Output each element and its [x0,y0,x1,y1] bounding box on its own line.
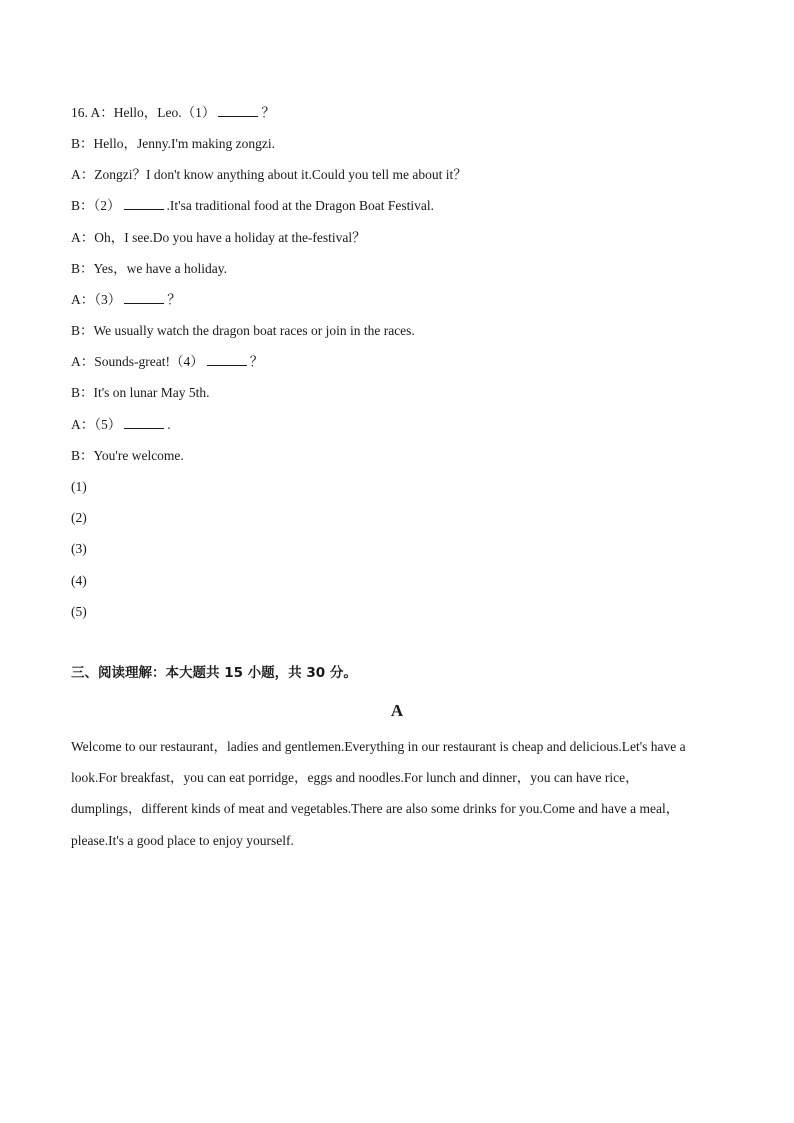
dialogue-text: ？ [167,292,181,307]
dialogue-line-3: A：Zongzi？I don't know anything about it.Could you tell me about it？ [71,167,467,182]
passage-line-2: look.For breakfast，you can eat porridge，eggs and noodles.For lunch and dinner，you can have rice， [71,770,639,785]
dialogue-line-5: A：Oh，I see.Do you have a holiday at the-festival？ [71,230,366,245]
passage-line-4: please.It's a good place to enjoy yourself. [71,833,294,848]
dialogue-text: ？ [261,105,275,120]
passage-line-3: dumplings，different kinds of meat and vegetables.There are also some drinks for you.Come and have a meal， [71,801,680,816]
answer-slot-1[interactable]: (1) [71,479,87,494]
dialogue-text: ？ [249,354,264,369]
dialogue-line-1 [71,104,275,122]
dialogue-line-7 [71,291,181,309]
dialogue-line-10: B：It's on lunar May 5th. [71,385,210,400]
answer-slot-2[interactable]: (2) [71,510,87,525]
dialogue-text: . [167,417,171,432]
dialogue-line-4 [71,197,434,215]
answer-blank-4 [207,353,247,366]
dialogue-line-9 [71,353,263,371]
answer-blank-2 [124,197,164,210]
answer-blank-5 [124,416,164,429]
dialogue-text: 16. A：Hello，Leo.（1） [71,105,216,120]
passage-line-1: Welcome to our restaurant，ladies and gentlemen.Everything in our restaurant is cheap and delicious.Let's have a [71,739,686,754]
dialogue-line-6: B：Yes，we have a holiday. [71,261,227,276]
answer-slot-4[interactable]: (4) [71,573,87,588]
dialogue-text: A：Sounds-great!（4） [71,354,204,369]
answer-blank-3 [124,291,164,304]
section-heading: 三、阅读理解：本大题共 15 小题，共 30 分。 [71,665,357,681]
answer-blank-1 [218,104,258,117]
dialogue-line-8: B：We usually watch the dragon boat races or join in the races. [71,323,415,338]
answer-slot-5[interactable]: (5) [71,604,87,619]
passage-title: A [390,701,404,720]
dialogue-line-11 [71,416,171,434]
dialogue-line-2: B：Hello，Jenny.I'm making zongzi. [71,136,276,151]
dialogue-text: B：（2） [71,198,121,213]
dialogue-text: A：（5） [71,417,122,432]
dialogue-line-12: B：You're welcome. [71,448,184,463]
dialogue-text: .It'sa traditional food at the Dragon Boat Festival. [166,198,435,213]
answer-slot-3[interactable]: (3) [71,541,87,556]
dialogue-text: A：（3） [71,292,122,307]
